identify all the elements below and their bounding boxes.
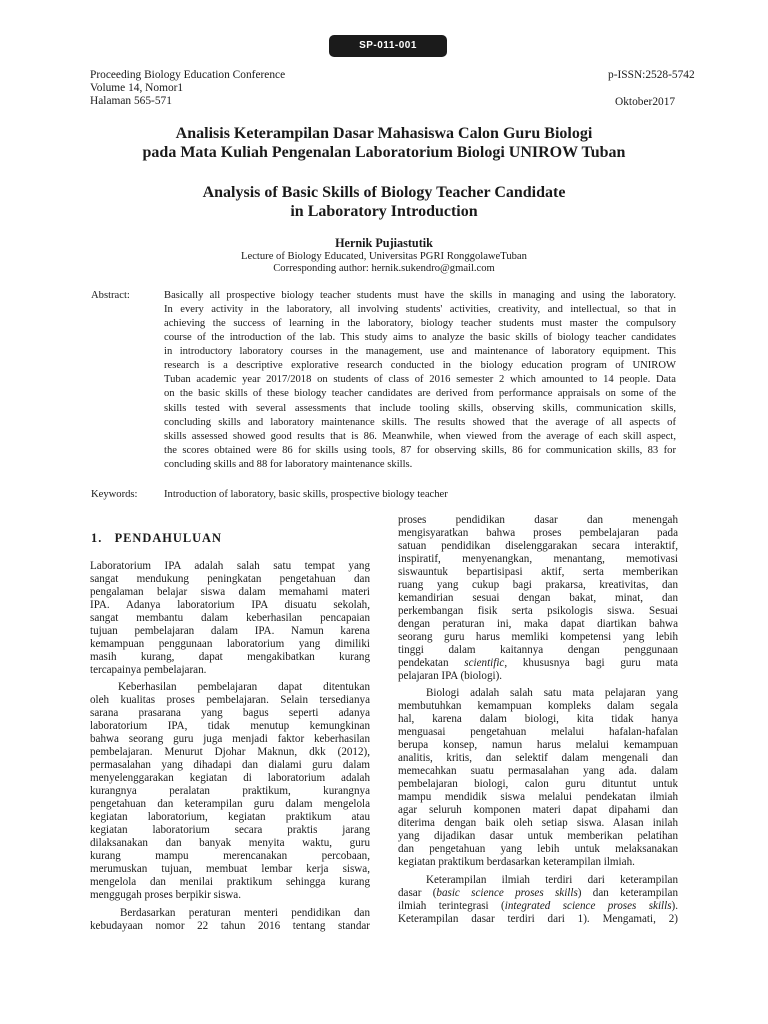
body-line: pengetahuan dan keterampilan guru dalam mengelola <box>90 798 370 810</box>
body-line <box>398 657 678 670</box>
body-line: mengisyaratkan bahwa proses pembelajaran pada <box>398 527 678 539</box>
body-line: Berdasarkan peraturan menteri pendidikan dan <box>120 907 370 919</box>
body-line: agar seluruh komponen materi dapat dipahami dan <box>398 804 678 816</box>
body-line: membutuhkan kemampuan kompleks dalam segala <box>398 700 678 712</box>
header-conference: Proceeding Biology Education Conference <box>90 69 286 81</box>
header-pages: Halaman 565-571 <box>90 95 172 107</box>
paper-code-badge: SP-011-001 <box>329 35 447 57</box>
text-run: ). <box>671 900 678 912</box>
abstract-line: research is a descriptive explorative research conducted in the biology education program of UNIROW <box>164 360 676 371</box>
abstract-line: achieving the success of learning in the laboratory, biology teacher students must master the compulsory <box>164 318 676 329</box>
body-line: menggugah proses berpikir siswa. <box>90 889 241 901</box>
body-line: merumuskan tujuan, membuat lembar kerja siswa, <box>90 863 370 875</box>
abstract-line: concluding skills and laboratory maintenance skills. The results showed that the average of all aspects of <box>164 417 676 428</box>
body-line: kemandirian sesuai dengan bakat, minat, dan <box>398 592 678 604</box>
abstract-line: skills assessed showed good results that is 86. Meanwhile, when viewed from the average of each skill aspect, <box>164 431 676 442</box>
body-line: pembelajaran. Menurut Djohar Maknun, dkk (2012), <box>90 746 370 758</box>
body-line: tinggi dalam kaitannya dengan penggunaan <box>398 644 678 656</box>
title-indonesian-line-2: pada Mata Kuliah Pengenalan Laboratorium Biologi UNIROW Tuban <box>142 144 626 161</box>
abstract-line: in introductory laboratory courses in the management, use and maintenance of laboratory equipment. This <box>164 346 676 357</box>
text-run: dasar ( <box>398 887 437 899</box>
keywords-label: Keywords: <box>91 489 138 500</box>
text-run: , khususnya bagi guru mata <box>504 657 678 669</box>
title-english-line-1: Analysis of Basic Skills of Biology Teacher Candidate <box>202 184 566 201</box>
abstract-line: Tuban academic year 2017/2018 on students of class of 2016 semester 2 which amounted to 14 people. Data <box>164 374 676 385</box>
body-line <box>398 900 678 913</box>
author-affiliation: Lecture of Biology Educated, Universitas PGRI RonggolaweTuban <box>241 251 527 262</box>
body-line: kurangnya peralatan praktikum, kurangnya <box>90 785 370 797</box>
header-date: Oktober2017 <box>615 96 676 108</box>
section-heading-pendahuluan: 1. PENDAHULUAN <box>91 531 222 545</box>
text-run: ilmiah terintegrasi ( <box>398 900 505 912</box>
body-line: analitis, kritis, dan selektif dalam mengenali dan <box>398 752 678 764</box>
italic-term: scientific <box>464 657 505 669</box>
keywords-text: Introduction of laboratory, basic skills, prospective biology teacher <box>164 489 448 500</box>
body-line: yang dijadikan dasar untuk memberikan pelatihan <box>398 830 678 842</box>
body-line: siswauntuk bepartisipasi aktif, serta memberikan <box>398 566 678 578</box>
text-run: ) dan keterampilan <box>577 887 678 899</box>
body-line: bahwa seorang guru juga menjadi faktor keberhasilan <box>90 733 370 745</box>
body-line: menguasai pengetahuan melalui hafalan-hafalan <box>398 726 678 738</box>
author-name: Hernik Pujiastutik <box>335 236 433 250</box>
body-line: proses pendidikan dasar dan menengah <box>398 514 678 526</box>
body-line: dan pengetahuan yang lebih untuk melaksanakan <box>398 843 678 855</box>
body-line: mengelola dan menilai praktikum sehingga kurang <box>90 876 370 888</box>
header-volume: Volume 14, Nomor1 <box>90 82 184 94</box>
body-line: Biologi adalah salah satu mata pelajaran yang <box>426 687 678 699</box>
body-line: permasalahan yang dihadapi dan dialami guru dalam <box>90 759 370 771</box>
body-line: inspiratif, menyenangkan, menantang, memotivasi <box>398 553 678 565</box>
body-line: dengan peraturan ini, maka dapat diartikan bahwa <box>398 618 678 630</box>
title-indonesian-line-1: Analisis Keterampilan Dasar Mahasiswa Calon Guru Biologi <box>175 125 593 142</box>
body-line: kebudayaan nomor 22 tahun 2016 tentang standar <box>90 920 370 932</box>
body-line: perkembangan fisik serta psikologis siswa. Sesuai <box>398 605 678 617</box>
abstract-line: In every activity in the laboratory, all involving students' activities, creativity, and intellectual, so that in <box>164 304 676 315</box>
body-line: hal, karena dalam biologi, kita tidak hanya <box>398 713 678 725</box>
body-line: ruang yang cukup bagi prakarsa, kreativitas, dan <box>398 579 678 591</box>
body-line: Keterampilan ilmiah terdiri dari keterampilan <box>426 874 678 886</box>
corresponding-author: Corresponding author: hernik.sukendro@gmail.com <box>273 263 495 274</box>
body-line: kegiatan praktikum berdasarkan keterampilan ilmiah. <box>398 856 635 868</box>
italic-term: integrated science proses skills <box>504 900 672 912</box>
body-line: sarana prasarana yang bagus seperti adanya <box>90 707 370 719</box>
body-line: kurang mampu merencanakan percobaan, <box>90 850 370 862</box>
text-run: pendekatan <box>398 657 465 669</box>
body-line: sangat membantu dalam keberhasilan pencapaian <box>90 612 370 624</box>
body-line: tercapainya pembelajaran. <box>90 664 207 676</box>
abstract-line: Basically all prospective biology teacher students must have the skills in managing and using the laboratory. <box>164 290 676 301</box>
body-line: seorang guru harus memliki kompetensi yang lebih <box>398 631 678 643</box>
body-line: pembelajaran biologi, calon guru dituntut untuk <box>398 778 678 790</box>
body-line: laboratorium IPA, tidak menutup kemungkinan <box>90 720 370 732</box>
abstract-line: course of the introduction of the lab. This study aims to analyze the basic skills of biology teacher candidates <box>164 332 676 343</box>
body-line: sangat mendukung peningkatan pengetahuan dan <box>90 573 370 585</box>
body-line: Laboratorium IPA adalah salah satu tempat yang <box>90 560 370 572</box>
abstract-line: skills tested with several assessments that include tooling skills, observing skills, communication skills, <box>164 403 676 414</box>
body-line: pengalaman belajar siswa dalam memahami materi <box>90 586 370 598</box>
body-line <box>398 887 678 900</box>
body-line: IPA. Adanya laboratorium IPA disuatu sekolah, <box>90 599 370 611</box>
body-line: mampu mendidik siswa melalui pendekatan ilmiah <box>398 791 678 803</box>
italic-term: basic science proses skills <box>436 887 578 899</box>
body-line: kemampuan penggunaan laboratorium yang dimiliki <box>90 638 370 650</box>
header-issn: p-ISSN:2528-5742 <box>608 69 695 81</box>
body-line: satuan pendidikan diselenggarakan secara interaktif, <box>398 540 678 552</box>
abstract-line: concluding skills and 88 for laboratory maintenance skills. <box>164 459 413 470</box>
body-line: Keberhasilan pembelajaran dapat ditentukan <box>118 681 370 693</box>
body-line: masih kurang, dapat mengakibatkan kurang <box>90 651 370 663</box>
body-line: kegiatan laboratorium, kegiatan praktikum atau <box>90 811 370 823</box>
body-line: pelajaran IPA (biologi). <box>398 670 503 682</box>
body-line: tujuan pembelajaran dalam IPA. Namun karena <box>90 625 370 637</box>
body-line: berupa konsep, namun harus melalui kemampuan <box>398 739 678 751</box>
body-line: menyelenggarakan kegiatan di laboratorium adalah <box>90 772 370 784</box>
abstract-line: the scores obtained were 86 for skills using tools, 87 for observing skills, 86 for communication skills, 83 for <box>164 445 676 456</box>
body-line: dilaksanakan dan banyak menyita waktu, guru <box>90 837 370 849</box>
body-line: Keterampilan dasar terdiri dari 1). Mengamati, 2) <box>398 913 678 925</box>
abstract-label: Abstract: <box>91 290 130 301</box>
body-line: oleh kualitas proses pembelajaran. Selain tersedianya <box>90 694 370 706</box>
body-line: kegiatan laboratorium secara praktis jarang <box>90 824 370 836</box>
body-line: memecahkan suatu permasalahan yang ada. dalam <box>398 765 678 777</box>
title-english-line-2: in Laboratory Introduction <box>290 203 478 220</box>
abstract-line: on the basic skills of these biology teacher candidates are derived from performance appraisals on some of the <box>164 388 676 399</box>
body-line: diterima dengan baik oleh setiap siswa. Alasan inilah <box>398 817 678 829</box>
